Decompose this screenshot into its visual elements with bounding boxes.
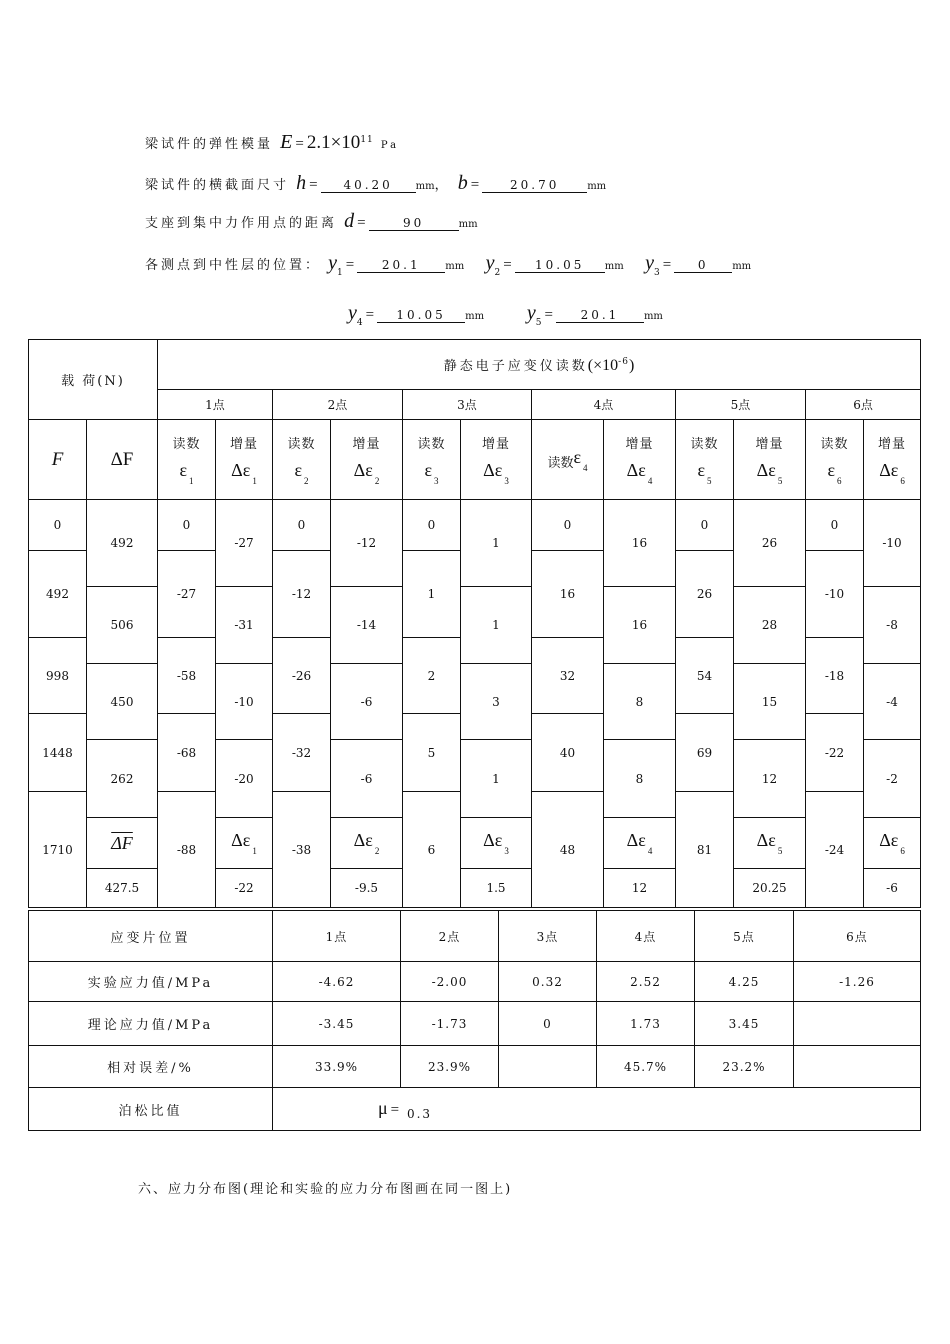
- y2-value: 10.05: [515, 258, 605, 273]
- reading-cell: 26: [676, 551, 734, 638]
- inc-label: 增量: [229, 437, 258, 452]
- modulus-line: 梁试件的弹性模量 $E = 2.1\times 10^{11}$ Pa: [145, 131, 400, 153]
- y4-value: 10.05: [377, 308, 465, 323]
- eps-symbol: ε: [179, 460, 188, 480]
- reading-cell: -27: [158, 551, 216, 638]
- load-header: 载 荷(N): [29, 340, 158, 420]
- reading-cell: -10: [806, 551, 864, 638]
- reading-cell: -12: [273, 551, 331, 638]
- reading-exp: -6: [618, 356, 629, 367]
- increment-cell: 1: [461, 587, 532, 664]
- theory-stress-cell: 0: [499, 1002, 597, 1046]
- reading-cell: 5: [403, 714, 461, 792]
- dF-cell: 506: [87, 587, 158, 664]
- increment-cell: -20: [216, 740, 273, 818]
- modulus-label: 梁试件的弹性模量: [145, 137, 274, 152]
- h-unit: mm: [415, 181, 435, 192]
- reading-cell: 1: [403, 551, 461, 638]
- reading-cell: -38: [273, 792, 331, 908]
- dF-header: ΔF: [110, 448, 134, 470]
- distance-line: 支座到集中力作用点的距离 d = 90 mm: [145, 210, 478, 232]
- reading-cell: -22: [806, 714, 864, 792]
- increment-cell: -12: [331, 500, 403, 587]
- positions-label: 各测点到中性层的位置：: [145, 258, 322, 273]
- b-symbol: b: [457, 172, 468, 194]
- increment-cell: 3: [461, 664, 532, 740]
- read-label: 读数: [820, 437, 849, 452]
- positions-line: 各测点到中性层的位置： $y_1 = 20.1$ mm $y_2 = 10.05$ mm $y_3 = 0$ mm: [145, 252, 752, 278]
- avg-deps-symbol: Δε: [626, 830, 646, 850]
- theory-stress-cell: 1.73: [597, 1002, 695, 1046]
- y2-symbol: y: [485, 252, 495, 274]
- reading-cell: -18: [806, 638, 864, 714]
- eps-symbol: ε: [697, 460, 706, 480]
- reading-cell: -88: [158, 792, 216, 908]
- reading-cell: 40: [532, 714, 604, 792]
- increment-cell: -8: [864, 587, 921, 664]
- increment-cell: -10: [864, 500, 921, 587]
- reading-cell: 81: [676, 792, 734, 908]
- relative-error-label: 相对误差/%: [29, 1046, 273, 1088]
- result-point-header: 5点: [695, 911, 794, 962]
- relative-error-cell: 23.9%: [401, 1046, 499, 1088]
- read-label: 读数: [690, 437, 719, 452]
- d-unit: mm: [458, 219, 478, 230]
- reading-cell: 0: [676, 500, 734, 551]
- y4-unit: mm: [465, 311, 485, 322]
- poisson-label: 泊松比值: [29, 1088, 273, 1131]
- increment-cell: -27: [216, 500, 273, 587]
- y3-unit: mm: [732, 261, 752, 272]
- result-point-header: 2点: [401, 911, 499, 962]
- y1-unit: mm: [445, 261, 465, 272]
- reading-cell: -26: [273, 638, 331, 714]
- avg-deps-symbol: Δε: [353, 830, 373, 850]
- inc-label: 增量: [481, 437, 510, 452]
- avg-deps-symbol: Δε: [231, 830, 251, 850]
- y5-value: 20.1: [556, 308, 644, 323]
- result-point-header: 1点: [273, 911, 401, 962]
- increment-cell: 8: [604, 664, 676, 740]
- reading-cell: 0: [403, 500, 461, 551]
- F-cell: 0: [29, 500, 87, 551]
- reading-cell: 16: [532, 551, 604, 638]
- reading-scale: (×10: [587, 356, 619, 374]
- reading-cell: -58: [158, 638, 216, 714]
- avg-increment-cell: 1.5: [461, 869, 532, 908]
- y3-symbol: y: [645, 252, 654, 274]
- increment-cell: -31: [216, 587, 273, 664]
- reading-cell: 0: [806, 500, 864, 551]
- increment-cell: 28: [734, 587, 806, 664]
- y5-symbol: y: [526, 302, 536, 324]
- point-1-header: 1点: [158, 390, 273, 420]
- increment-cell: -10: [216, 664, 273, 740]
- exp-stress-cell: -1.26: [794, 962, 921, 1002]
- reading-cell: 0: [158, 500, 216, 551]
- increment-cell: -6: [331, 664, 403, 740]
- exp-stress-cell: 2.52: [597, 962, 695, 1002]
- h-value: 40.20: [321, 178, 416, 193]
- avg-increment-cell: -9.5: [331, 869, 403, 908]
- y2-unit: mm: [604, 261, 624, 272]
- reading-cell: 6: [403, 792, 461, 908]
- section-heading: 六、应力分布图(理论和实验的应力分布图画在同一图上): [138, 1182, 513, 1197]
- d-value: 90: [369, 216, 459, 231]
- reading-cell: 0: [273, 500, 331, 551]
- increment-cell: 8: [604, 740, 676, 818]
- reading-cell: 0: [532, 500, 604, 551]
- h-symbol: h: [296, 172, 307, 194]
- read-label: 读数: [172, 437, 201, 452]
- results-table: [28, 910, 921, 1131]
- dF-cell: 262: [87, 740, 158, 818]
- relative-error-cell: 33.9%: [273, 1046, 401, 1088]
- column-header-row: F ΔF 读数 $\varepsilon_1$ 增量 $\Delta\varepsilon_1$ 读数 $\varepsilon_2$ 增量 $\Delta\varepsilon_2$ 读数 $\varepsilon_3$ 增量 $\Delta\varepsilon_3$ 读数$\varepsilon_4$ 增量 $\Delta\varepsilon_4$ 读数 $\varepsilon_5$ 增量 $\Delta\varepsilon_5$ 读数 $\varepsilon_6$ 增量 $\Delta\varepsilon_6$: [29, 420, 921, 500]
- distance-label: 支座到集中力作用点的距离: [145, 216, 338, 231]
- position-label: 应变片位置: [29, 911, 273, 962]
- deps-symbol: Δε: [626, 460, 646, 480]
- positions-line-2: $y_4 = 10.05$ mm $y_5 = 20.1$ mm: [348, 302, 663, 328]
- mu-symbol: μ: [378, 1097, 388, 1118]
- y1-value: 20.1: [357, 258, 445, 273]
- avg-dF-symbol: $\overline{\Delta F}$: [111, 832, 133, 853]
- reading-cell: 54: [676, 638, 734, 714]
- y4-symbol: y: [348, 302, 357, 324]
- eps-symbol: ε: [573, 446, 582, 467]
- mu-value: 0.3: [406, 1106, 433, 1121]
- increment-cell: 15: [734, 664, 806, 740]
- E-value: 2.1×10: [306, 132, 361, 153]
- E-unit: Pa: [380, 140, 400, 151]
- increment-cell: 12: [734, 740, 806, 818]
- b-value: 20.70: [482, 178, 587, 193]
- relative-error-cell: 45.7%: [597, 1046, 695, 1088]
- F-cell: 998: [29, 638, 87, 714]
- reading-close: ): [628, 356, 635, 374]
- point-5-header: 5点: [676, 390, 806, 420]
- eps-symbol: ε: [424, 460, 433, 480]
- reading-header: [158, 340, 921, 390]
- avg-increment-cell: 12: [604, 869, 676, 908]
- increment-cell: -2: [864, 740, 921, 818]
- E-symbol: E: [280, 131, 293, 153]
- inc-label: 增量: [625, 437, 654, 452]
- F-header: F: [51, 448, 64, 470]
- reading-cell: -24: [806, 792, 864, 908]
- theory-stress-label: 理论应力值/MPa: [29, 1002, 273, 1046]
- read-label: 读数: [547, 455, 574, 471]
- y3-value: 0: [674, 258, 732, 273]
- relative-error-cell: [499, 1046, 597, 1088]
- deps-symbol: Δε: [879, 460, 899, 480]
- avg-deps-symbol: Δε: [879, 830, 899, 850]
- increment-cell: 1: [461, 500, 532, 587]
- section-line: 梁试件的横截面尺寸 h = 40.20 mm， b = 20.70 mm: [145, 172, 607, 194]
- reading-cell: 48: [532, 792, 604, 908]
- poisson-value-cell: μ = 0.3: [273, 1088, 921, 1131]
- avg-increment-cell: -6: [864, 869, 921, 908]
- increment-cell: 1: [461, 740, 532, 818]
- reading-cell: -32: [273, 714, 331, 792]
- result-point-header: 4点: [597, 911, 695, 962]
- result-point-header: 3点: [499, 911, 597, 962]
- increment-cell: 26: [734, 500, 806, 587]
- theory-stress-cell: -1.73: [401, 1002, 499, 1046]
- y1-symbol: y: [328, 252, 338, 274]
- theory-stress-cell: [794, 1002, 921, 1046]
- dF-cell: 492: [87, 500, 158, 587]
- increment-cell: 16: [604, 587, 676, 664]
- reading-header-text: 静态电子应变仪读数: [443, 358, 588, 374]
- deps-symbol: Δε: [353, 460, 373, 480]
- reading-cell: 69: [676, 714, 734, 792]
- deps-symbol: Δε: [756, 460, 776, 480]
- point-2-header: 2点: [273, 390, 403, 420]
- inc-label: 增量: [352, 437, 381, 452]
- table-row: [29, 500, 921, 551]
- relative-error-cell: [794, 1046, 921, 1088]
- exp-stress-label: 实验应力值/MPa: [29, 962, 273, 1002]
- avg-deps-symbol: Δε: [756, 830, 776, 850]
- inc-label: 增量: [755, 437, 784, 452]
- F-cell: 1710: [29, 792, 87, 908]
- F-cell: 1448: [29, 714, 87, 792]
- avg-dF-value: 427.5: [87, 869, 158, 908]
- reading-cell: 2: [403, 638, 461, 714]
- strain-table: 载 荷(N) 静态电子应变仪读数$(\times 10^{-6})$ 1点 2点 3点 4点 5点 6点 F ΔF 读数 $\varepsilon_1$ 增量 $\Delta\varepsilon_1$ 读数 $\varepsilon_2$ 增量 $\Delta\varepsilon_2$ 读数 $\varepsilon_3$ 增量 $\Delta\varepsilon_3$ 读数$\varepsilon_4$ 增量 $\Delta\varepsilon_4$ 读数 $\varepsilon_5$ 增量 $\Delta\varepsilon_5$ 读数 $\varepsilon_6$ 增量 $\Delta\varepsilon_6$ 0 492 0 -27 0 -12 0 1 0 16 0 26 0 -10 492 -27 -12 1 16 26 -10 506 -31 -14 1 16 28 -8 998 -58 -26 2 32 54 -18 450 -10 -6 3 8 15 -4 1448 -68 -32 5 40 69 -22 262 -20 -6 1 8 12 -2 1710 -88 -38 6 48 81 -24 $\overline{\Delta F}$ $\Delta\varepsilon_1$ $\Delta\varepsilon_2$ $\Delta\varepsilon_3$ $\Delta\varepsilon_4$ $\Delta\varepsilon_5$ $\Delta\varepsilon_6$ 427.5 -22 -9.5 1.5 12 20.25 -6: [28, 339, 921, 908]
- y5-unit: mm: [643, 311, 663, 322]
- relative-error-cell: 23.2%: [695, 1046, 794, 1088]
- theory-stress-cell: 3.45: [695, 1002, 794, 1046]
- deps-symbol: Δε: [483, 460, 503, 480]
- result-point-header: 6点: [794, 911, 921, 962]
- b-unit: mm: [587, 181, 607, 192]
- dF-cell: 450: [87, 664, 158, 740]
- theory-stress-cell: -3.45: [273, 1002, 401, 1046]
- read-label: 读数: [417, 437, 446, 452]
- increment-cell: -14: [331, 587, 403, 664]
- avg-increment-cell: 20.25: [734, 869, 806, 908]
- reading-cell: -68: [158, 714, 216, 792]
- reading-cell: 32: [532, 638, 604, 714]
- increment-cell: -4: [864, 664, 921, 740]
- point-6-header: 6点: [806, 390, 921, 420]
- increment-cell: -6: [331, 740, 403, 818]
- exp-stress-cell: -4.62: [273, 962, 401, 1002]
- section-label: 梁试件的横截面尺寸: [145, 178, 290, 193]
- avg-increment-cell: -22: [216, 869, 273, 908]
- point-3-header: 3点: [403, 390, 532, 420]
- eps-symbol: ε: [294, 460, 303, 480]
- exp-stress-cell: -2.00: [401, 962, 499, 1002]
- point-4-header: 4点: [532, 390, 676, 420]
- avg-deps-symbol: Δε: [483, 830, 503, 850]
- exp-stress-cell: 0.32: [499, 962, 597, 1002]
- increment-cell: 16: [604, 500, 676, 587]
- inc-label: 增量: [878, 437, 907, 452]
- d-symbol: d: [344, 210, 355, 232]
- F-cell: 492: [29, 551, 87, 638]
- E-exponent: 11: [360, 135, 374, 145]
- eps-symbol: ε: [827, 460, 836, 480]
- read-label: 读数: [287, 437, 316, 452]
- deps-symbol: Δε: [231, 460, 251, 480]
- exp-stress-cell: 4.25: [695, 962, 794, 1002]
